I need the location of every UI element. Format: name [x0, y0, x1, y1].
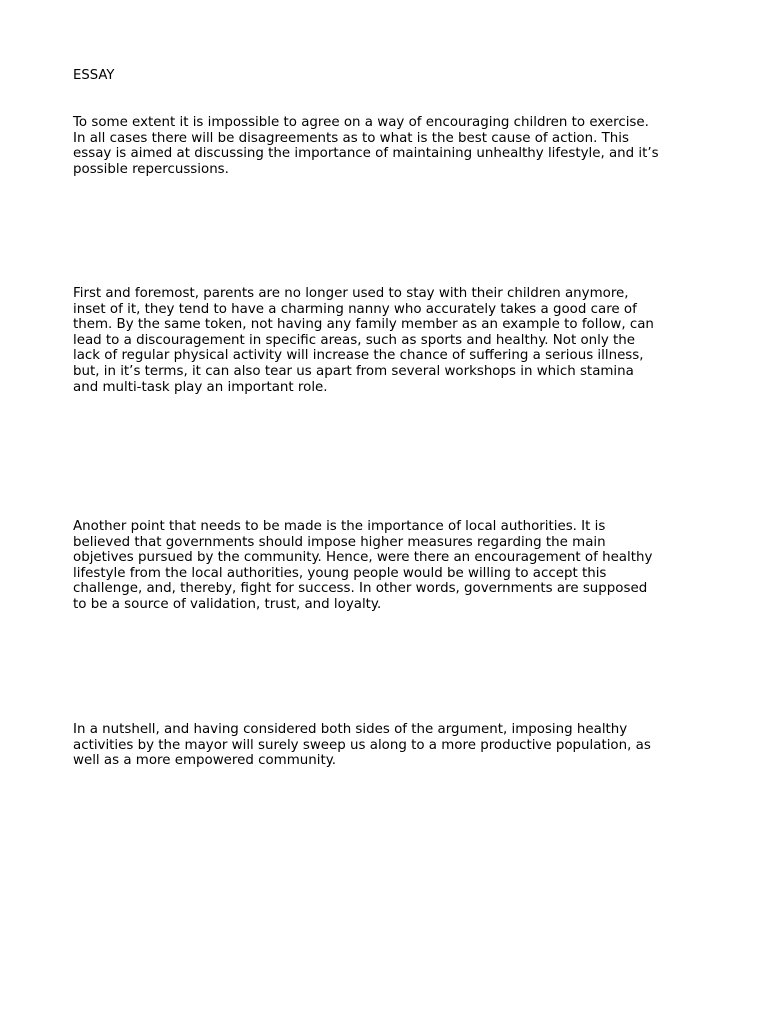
essay-title: ESSAY	[73, 68, 115, 83]
paragraph-body-1: First and foremost, parents are no longer used to stay with their children anymore, inset of it, they tend to have a charming nanny who accurately takes a good care of them. By the same token, not having any family member as an example to follow, can lead to a discouragement in specific areas, such as sports and healthy. Not only the lack of regular physical activity will increase the chance of suffering a serious illness, but, in it’s terms, it can also tear us apart from several workshops in which stamina and multi-task play an important role.	[73, 286, 654, 395]
paragraph-conclusion: In a nutshell, and having considered both sides of the argument, imposing healthy activities by the mayor will surely sweep us along to a more productive population, as well as a more empowered community.	[73, 722, 651, 769]
paragraph-introduction: To some extent it is impossible to agree on a way of encouraging children to exercise. In all cases there will be disagreements as to what is the best cause of action. This essay is aimed at discussing the importance of maintaining unhealthy lifestyle, and it’s possible repercussions.	[73, 115, 659, 177]
paragraph-body-2: Another point that needs to be made is the importance of local authorities. It is believed that governments should impose higher measures regarding the main objetives pursued by the community. Hence, were there an encouragement of healthy lifestyle from the local authorities, young people would be willing to accept this challenge, and, thereby, fight for success. In other words, governments are supposed to be a source of validation, trust, and loyalty.	[73, 519, 653, 612]
